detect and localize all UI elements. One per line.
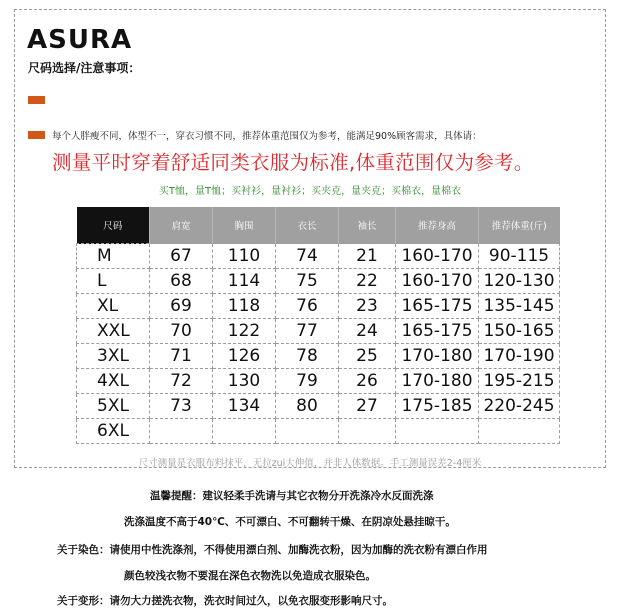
measurement-headline: 测量平时穿着舒适同类衣服为标准,体重范围仅为参考。 (52, 151, 534, 174)
header-sleeve: 袖长 (339, 207, 396, 244)
table-cell: 120-130 (479, 269, 560, 294)
table-cell: 126 (213, 344, 276, 369)
care-deformation-label: 关于变形： (57, 595, 110, 607)
care-temperature (124, 514, 456, 529)
table-cell (213, 419, 276, 444)
table-cell: 76 (276, 294, 339, 319)
table-cell (479, 419, 560, 444)
table-cell: 80 (276, 394, 339, 419)
size-cell: 3XL (77, 344, 150, 369)
size-table-header (77, 207, 560, 244)
header-shoulder: 肩宽 (150, 207, 213, 244)
table-cell: 130 (213, 369, 276, 394)
table-row (77, 269, 560, 294)
table-row (77, 394, 560, 419)
care-dyeing-label: 关于染色： (57, 544, 110, 556)
table-row (77, 344, 560, 369)
table-cell (396, 419, 479, 444)
table-cell: 170-180 (396, 344, 479, 369)
care-temperature-text: 洗涤温度不高于40℃、不可漂白、不可翻转干燥、在阴凉处悬挂晾干。 (124, 516, 456, 528)
table-row (77, 419, 560, 444)
table-cell: 118 (213, 294, 276, 319)
accent-bar-note (28, 131, 45, 139)
header-height: 推荐身高 (396, 207, 479, 244)
size-cell: 4XL (77, 369, 150, 394)
table-cell: 74 (276, 244, 339, 269)
table-cell: 220-245 (479, 394, 560, 419)
care-reminder-text: 建议轻柔手洗请与其它衣物分开洗涤冷水反面洗涤 (202, 490, 434, 502)
fit-note: 每个人胖瘦不同，体型不一，穿衣习惯不同，推荐体重范围仅为参考，能满足90%顾客需求，具体请： (52, 131, 482, 142)
table-cell: 160-170 (396, 269, 479, 294)
table-cell: 26 (339, 369, 396, 394)
table-cell: 71 (150, 344, 213, 369)
size-table (76, 207, 560, 444)
table-cell (276, 419, 339, 444)
care-deformation-text: 请勿大力搓洗衣物，洗衣时间过久，以免衣服变形影响尺寸。 (109, 595, 393, 607)
size-cell: L (77, 269, 150, 294)
table-row (77, 294, 560, 319)
size-cell: 6XL (77, 419, 150, 444)
table-cell: 27 (339, 394, 396, 419)
table-cell: 75 (276, 269, 339, 294)
table-cell (339, 419, 396, 444)
size-cell: XXL (77, 319, 150, 344)
table-row (77, 319, 560, 344)
table-footnote: 尺寸测量是衣服布料抹平，无拉zui大伸值，并非人体数据。手工测量误差2-4厘米 (138, 458, 482, 469)
table-cell: 114 (213, 269, 276, 294)
table-cell: 150-165 (479, 319, 560, 344)
table-cell (150, 419, 213, 444)
table-cell: 122 (213, 319, 276, 344)
care-reminder-label: 温馨提醒： (150, 490, 203, 502)
table-row (77, 244, 560, 269)
header-chest: 胸围 (213, 207, 276, 244)
brand-logo: ASURA (27, 25, 133, 55)
care-dyeing-text: 请使用中性洗涤剂，不得使用漂白剂、加酶洗衣粉，因为加酶的洗衣粉有漂白作用 (109, 544, 488, 556)
table-cell: 90-115 (479, 244, 560, 269)
table-row (77, 369, 560, 394)
table-cell: 175-185 (396, 394, 479, 419)
care-dyeing-cont (124, 568, 376, 583)
table-cell: 160-170 (396, 244, 479, 269)
table-cell: 110 (213, 244, 276, 269)
size-cell: M (77, 244, 150, 269)
care-dyeing (57, 542, 488, 557)
care-dyeing-cont-text: 颜色较浅衣物不要混在深色衣物洗以免造成衣服染色。 (124, 570, 376, 582)
size-cell: 5XL (77, 394, 150, 419)
size-cell: XL (77, 294, 150, 319)
table-cell: 165-175 (396, 294, 479, 319)
table-cell: 69 (150, 294, 213, 319)
care-deformation (57, 593, 393, 608)
header-length: 衣长 (276, 207, 339, 244)
table-cell: 78 (276, 344, 339, 369)
table-cell: 79 (276, 369, 339, 394)
table-cell: 73 (150, 394, 213, 419)
header-size: 尺码 (77, 207, 150, 244)
table-cell: 21 (339, 244, 396, 269)
table-cell: 170-190 (479, 344, 560, 369)
accent-bar (28, 96, 45, 104)
table-cell: 195-215 (479, 369, 560, 394)
table-cell: 68 (150, 269, 213, 294)
table-cell: 134 (213, 394, 276, 419)
header-weight: 推荐体重(斤) (479, 207, 560, 244)
table-cell: 67 (150, 244, 213, 269)
care-reminder (150, 488, 434, 503)
measure-tip: 买T恤，量T恤；买衬衫，量衬衫；买夹克，量夹克；买棉衣，量棉衣 (158, 186, 462, 197)
section-title: 尺码选择/注意事项： (28, 61, 141, 75)
table-cell: 135-145 (479, 294, 560, 319)
table-cell: 23 (339, 294, 396, 319)
table-cell: 77 (276, 319, 339, 344)
table-cell: 72 (150, 369, 213, 394)
table-cell: 70 (150, 319, 213, 344)
table-cell: 25 (339, 344, 396, 369)
table-cell: 24 (339, 319, 396, 344)
table-cell: 22 (339, 269, 396, 294)
table-cell: 165-175 (396, 319, 479, 344)
table-cell: 170-180 (396, 369, 479, 394)
